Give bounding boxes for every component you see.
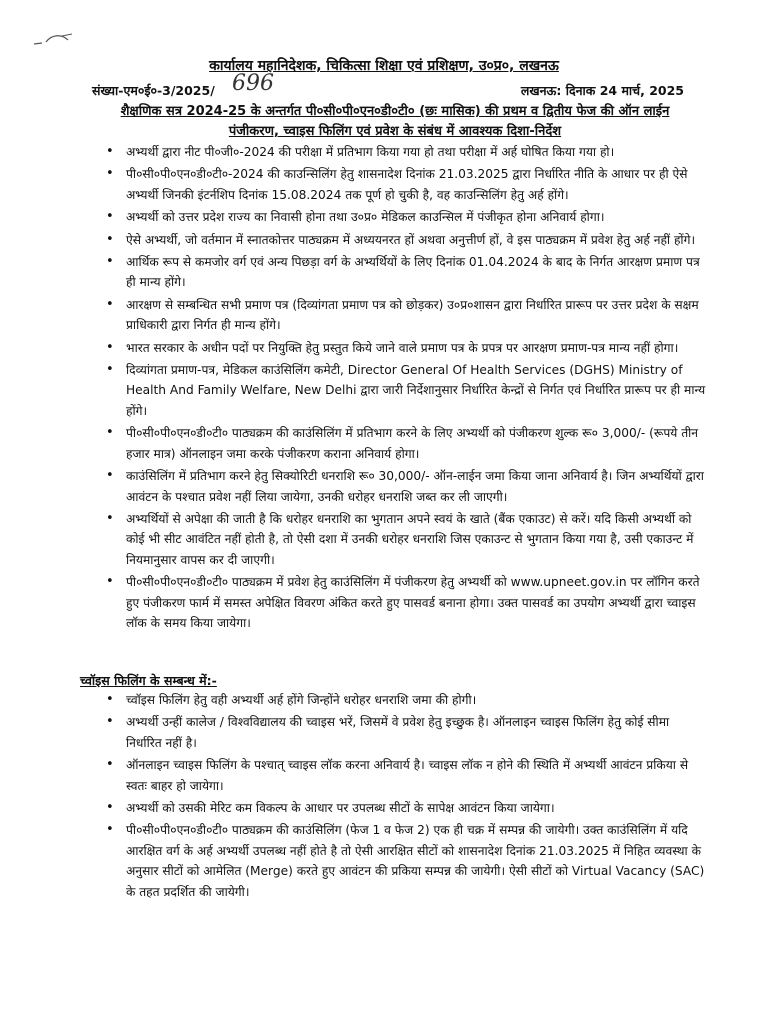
list-item xyxy=(100,509,708,570)
list-item xyxy=(100,252,708,293)
list-item-text: पी०सी०पी०एन०डी०टी० पाठ्यक्रम की काउंसिलिंग (फेज 1 व फेज 2) एक ही चक्र में सम्पन्न की जायेगी। उक्त काउंसिलिंग में यदि आरक्षित वर्ग के अर्ह अभ्यर्थी उपलब्ध नहीं होते है तो ऐसी आरक्षित सीटों को शासनादेश दिनांक 21.03.2025 में निहित व्यवस्था के अनुसार सीटों को आमेलित (Merge) करते हुए आवंटन की प्रकिया सम्पन्न की जायेगी। ऐसी सीटों को Virtual Vacancy (SAC) के तहत प्रदर्शित की जायेगी। xyxy=(126,823,705,899)
list-item-text: भारत सरकार के अधीन पदों पर नियुक्ति हेतु प्रस्तुत किये जाने वाले प्रमाण पत्र के प्रपत्र पर आरक्षण प्रमाण-पत्र मान्य नहीं होगा। xyxy=(126,340,679,355)
bullet-icon: • xyxy=(106,757,114,773)
list-item xyxy=(100,230,708,250)
list-item xyxy=(100,690,708,710)
bullet-icon: • xyxy=(106,254,114,270)
list-item xyxy=(100,207,708,227)
handwritten-mark-icon xyxy=(32,30,82,50)
list-item-text: अभ्यर्थी उन्हीं कालेज / विश्वविद्यालय की च्वाइस भरें, जिसमें वे प्रवेश हेतु इच्छुक है। ऑनलाइन च्वाइस फिलिंग हेतु कोई सीमा निर्धारित नहीं है। xyxy=(126,715,670,750)
bullet-icon: • xyxy=(106,468,114,484)
list-item-text: काउंसिलिंग में प्रतिभाग करने हेतु सिक्योरिटी धनराशि रू० 30,000/- ऑन-लाईन जमा किया जाना अनिवार्य है। जिन अभ्यर्थियों द्वारा आवंटन के पश्चात प्रवेश नहीं लिया जायेगा, उनकी धरोहर धनराशि जब्त कर ली जाएगी। xyxy=(126,469,704,504)
list-item xyxy=(100,820,708,902)
list-item xyxy=(100,755,708,796)
subject-heading xyxy=(92,102,698,142)
subject-line-2: पंजीकरण, च्वाइस फिलिंग एवं प्रवेश के संबंध में आवश्यक दिशा-निर्देश xyxy=(228,124,562,139)
bullet-icon: • xyxy=(106,692,114,707)
list-item xyxy=(100,338,708,358)
subject-line-1: शैक्षणिक सत्र 2024-25 के अन्तर्गत पी०सी०पी०एन०डी०टी० (छः मासिक) की प्रथम व द्वितीय फेज की ऑन लाईन xyxy=(120,104,670,119)
list-item-text: अभ्यर्थी को उसकी मेरिट कम विकल्प के आधार पर उपलब्ध सीटों के सापेक्ष आवंटन किया जायेगा। xyxy=(126,801,555,816)
list-item-text: ऑनलाइन च्वाइस फिलिंग के पश्चात् च्वाइस लॉक करना अनिवार्य है। च्वाइस लॉक न होने की स्थिति में अभ्यर्थी आवंटन प्रकिया से स्वतः बाहर हो जायेगा। xyxy=(126,758,689,793)
list-item-text: च्वॉइस फिलिंग हेतु वही अभ्यर्थी अर्ह होंगे जिन्होंने धरोहर धनराशि जमा की होगी। xyxy=(126,693,477,707)
bullet-icon: • xyxy=(106,362,114,378)
list-item xyxy=(100,712,708,753)
list-item xyxy=(100,423,708,464)
bullet-icon: • xyxy=(106,714,114,730)
reference-line xyxy=(92,71,684,100)
choice-filling-heading: च्वॉइस फिलिंग के सम्बन्ध में:- xyxy=(80,673,217,688)
list-item-text: आर्थिक रूप से कमजोर वर्ग एवं अन्य पिछड़ा वर्ग के अभ्यर्थियों के लिए दिनांक 01.04.2024 के बाद के निर्गत आरक्षण प्रमाण पत्र ही मान्य होंगे। xyxy=(126,255,700,290)
bullet-icon: • xyxy=(106,574,114,590)
list-item xyxy=(100,295,708,336)
handwritten-reference-number: 696 xyxy=(232,71,274,96)
bullet-icon: • xyxy=(106,144,114,159)
bullet-icon: • xyxy=(106,231,114,247)
list-item-text: आरक्षण से सम्बन्धित सभी प्रमाण पत्र (दिव्यांगता प्रमाण पत्र को छोड़कर) उ०प्र०शासन द्वारा निर्धारित प्रारूप पर उत्तर प्रदेश के सक्षम प्राधिकारी द्वारा निर्गत ही मान्य होंगे। xyxy=(126,297,699,333)
list-item-text: अभ्यर्थियों से अपेक्षा की जाती है कि धरोहर धनराशि का भुगतान अपने स्वयं के खाते (बैंक एकाउट) से करें। यदि किसी अभ्यर्थी को कोई भी सीट आवंटित नहीं होती है, तो ऐसी दशा में उनकी धरोहर धनराशि जिस एकाउन्ट से भुगतान किया गया है, उसी एकाउन्ट में नियमानुसार वापस कर दी जाएगी। xyxy=(126,511,694,567)
bullet-icon: • xyxy=(106,296,114,312)
list-item xyxy=(100,466,708,507)
bullet-icon: • xyxy=(106,425,114,441)
office-heading: कार्यालय महानिदेशक, चिकित्सा शिक्षा एवं प्रशिक्षण, उ०प्र०, लखनऊ xyxy=(209,58,559,74)
eligibility-list xyxy=(100,142,708,635)
bullet-icon: • xyxy=(106,166,114,182)
bullet-icon: • xyxy=(106,209,114,225)
list-item-text: पी०सी०पी०एन०डी०टी०-2024 की काउन्सिलिंग हेतु शासनादेश दिनांक 21.03.2025 द्वारा निर्धारित नीति के आधार पर ही ऐसे अभ्यर्थी जिनकी इंटर्नशिप दिनांक 15.08.2024 तक पूर्ण हो चुकी है, वह काउन्सिलिंग हेतु अर्ह होंगे। xyxy=(126,167,688,202)
list-item-text: अभ्यर्थी द्वारा नीट पी०जी०-2024 की परीक्षा में प्रतिभाग किया गया हो तथा परीक्षा में अर्ह घोषित किया गया हो। xyxy=(126,145,615,159)
list-item-text: पी०सी०पी०एन०डी०टी० पाठ्यक्रम की काउंसिलिंग में प्रतिभाग करने के लिए अभ्यर्थी को पंजीकरण शुल्क रू० 3,000/- (रूपये तीन हजार मात्र) ऑनलाइन जमा करके पंजीकरण कराना अनिवार्य होगा। xyxy=(126,426,699,461)
list-item xyxy=(100,798,708,818)
choice-filling-list xyxy=(100,690,708,904)
list-item xyxy=(100,360,708,421)
bullet-icon: • xyxy=(106,510,114,526)
reference-number-label: संख्या-एम०ई०-3/2025/ xyxy=(92,83,215,98)
issue-date: लखनऊ: दिनाक 24 मार्च, 2025 xyxy=(520,83,684,98)
bullet-icon: • xyxy=(106,339,114,355)
list-item-text: ऐसे अभ्यर्थी, जो वर्तमान में स्नातकोत्तर पाठ्यक्रम में अध्ययनरत हों अथवा अनुत्तीर्ण हों, वे इस पाठ्यक्रम में प्रवेश हेतु अर्ह नहीं होंगे। xyxy=(126,232,696,247)
bullet-icon: • xyxy=(106,822,114,838)
bullet-icon: • xyxy=(106,800,114,816)
list-item-text: दिव्यांगता प्रमाण-पत्र, मेडिकल काउंसिलिंग कमेटी, Director General Of Health Services (DGHS) Ministry of Health And Family Welfare, New Delhi द्वारा जारी निर्देशानुसार निर्धारित केन्द्रों से निर्गत एवं निर्धारित प्रारूप पर ही मान्य होंगे। xyxy=(126,363,706,418)
list-item-text: पी०सी०पी०एन०डी०टी० पाठ्यक्रम में प्रवेश हेतु काउंसिलिंग में पंजीकरण हेतु अभ्यर्थी को www.upneet.gov.in पर लॉगिन करते हुए पंजीकरण फार्म में समस्त अपेक्षित विवरण अंकित करते हुए पासवर्ड बनाना होगा। उक्त पासवर्ड का उपयोग अभ्यर्थी द्वारा च्वाइस लॉक के समय किया जायेगा। xyxy=(126,575,700,630)
list-item-text: अभ्यर्थी को उत्तर प्रदेश राज्य का निवासी होना तथा उ०प्र० मेडिकल काउन्सिल में पंजीकृत होना अनिवार्य होगा। xyxy=(126,210,605,225)
list-item xyxy=(100,164,708,205)
list-item xyxy=(100,572,708,633)
list-item xyxy=(100,142,708,162)
